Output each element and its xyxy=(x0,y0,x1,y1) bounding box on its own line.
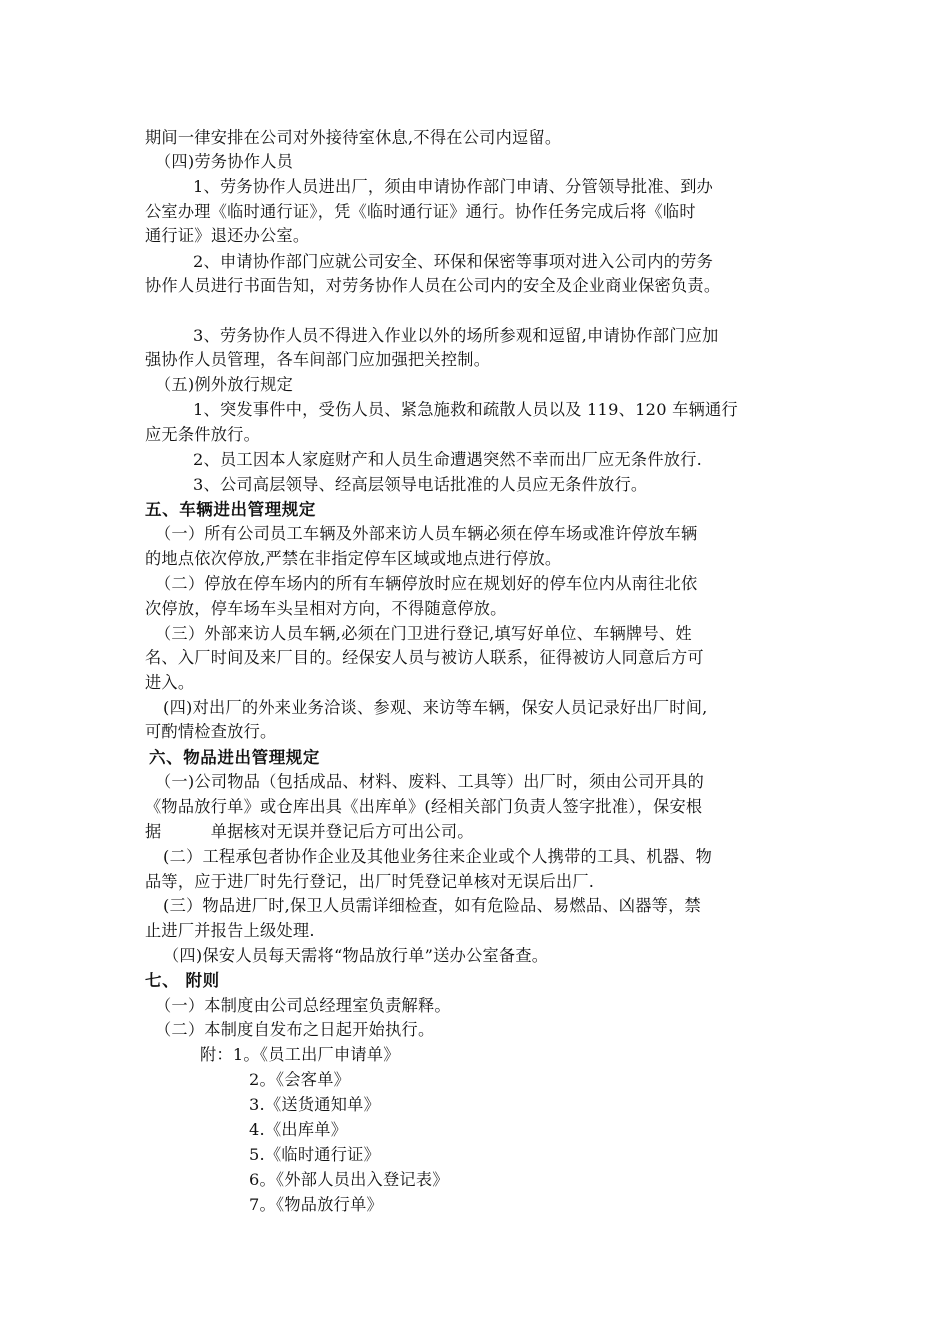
paragraph-line: （四)保安人员每天需将“物品放行单”送办公室备查。 xyxy=(163,946,549,965)
paragraph-line: 3、公司高层领导、经高层领导电话批准的人员应无条件放行。 xyxy=(193,475,648,494)
paragraph-line: (四)对出厂的外来业务洽谈、参观、来访等车辆，保安人员记录好出厂时间, xyxy=(163,698,708,717)
section-heading: 七、 附则 xyxy=(145,971,220,990)
text-line: 期间一律安排在公司对外接待室休息,不得在公司内逗留。 xyxy=(145,128,562,147)
paragraph-line: 1、突发事件中，受伤人员、紧急施救和疏散人员以及 119、120 车辆通行 xyxy=(193,400,738,419)
paragraph-line: 3、劳务协作人员不得进入作业以外的场所参观和逗留,申请协作部门应加 xyxy=(193,326,719,345)
section-heading: 六、物品进出管理规定 xyxy=(149,748,320,767)
text-line: 的地点依次停放,严禁在非指定停车区域或地点进行停放。 xyxy=(145,549,562,568)
appendix-item: 4.《出库单》 xyxy=(249,1120,348,1139)
appendix-item: 3.《送货通知单》 xyxy=(249,1095,381,1114)
appendix-item: 7。《物品放行单》 xyxy=(249,1195,383,1214)
text-line: 公室办理《临时通行证》，凭《临时通行证》通行。协作任务完成后将《临时 xyxy=(145,202,696,221)
paragraph-line: 2、申请协作部门应就公司安全、环保和保密等事项对进入公司内的劳务 xyxy=(193,252,714,271)
text-line: 可酌情检查放行。 xyxy=(145,722,277,741)
paragraph-line: （一)公司物品（包括成品、材料、废料、工具等）出厂时，须由公司开具的 xyxy=(155,772,705,791)
subsection-heading: （五)例外放行规定 xyxy=(155,375,294,394)
appendix-item: 5.《临时通行证》 xyxy=(249,1145,381,1164)
text-line: 强协作人员管理，各车间部门应加强把关控制。 xyxy=(145,350,491,369)
paragraph-line: （一）所有公司员工车辆及外部来访人员车辆必须在停车场或准许停放车辆 xyxy=(155,524,698,543)
subsection-heading: （四)劳务协作人员 xyxy=(155,152,294,171)
paragraph-line: (二）工程承包者协作企业及其他业务往来企业或个人携带的工具、机器、物 xyxy=(163,847,713,866)
text-line: 止进厂并报告上级处理. xyxy=(145,921,315,940)
section-heading: 五、车辆进出管理规定 xyxy=(145,500,316,519)
paragraph-line: 1、劳务协作人员进出厂，须由申请协作部门申请、分管领导批准、到办 xyxy=(193,177,714,196)
appendix-item: 2。《会客单》 xyxy=(249,1070,351,1089)
paragraph-line: （二）本制度自发布之日起开始执行。 xyxy=(155,1020,435,1039)
appendix-item: 附：1。《员工出厂申请单》 xyxy=(200,1045,400,1064)
paragraph-line: (三）物品进厂时,保卫人员需详细检查，如有危险品、易燃品、凶器等，禁 xyxy=(163,896,701,915)
text-line: 进入。 xyxy=(145,673,195,692)
paragraph-line: 2、员工因本人家庭财产和人员生命遭遇突然不幸而出厂应无条件放行. xyxy=(193,450,703,469)
paragraph-line: （一）本制度由公司总经理室负责解释。 xyxy=(155,996,451,1015)
text-line: 据 单据核对无误并登记后方可出公司。 xyxy=(145,822,474,841)
text-line: 应无条件放行。 xyxy=(145,425,261,444)
appendix-item: 6。《外部人员出入登记表》 xyxy=(249,1170,449,1189)
text-line: 次停放，停车场车头呈相对方向，不得随意停放。 xyxy=(145,599,507,618)
paragraph-line: （三）外部来访人员车辆,必须在门卫进行登记,填写好单位、车辆牌号、姓 xyxy=(155,624,692,643)
paragraph-line: （二）停放在停车场内的所有车辆停放时应在规划好的停车位内从南往北依 xyxy=(155,574,698,593)
text-line: 品等，应于进厂时先行登记，出厂时凭登记单核对无误后出厂. xyxy=(145,872,595,891)
text-line: 名、入厂时间及来厂目的。经保安人员与被访人联系，征得被访人同意后方可 xyxy=(145,648,704,667)
text-line: 通行证》退还办公室。 xyxy=(145,226,310,245)
text-line: 协作人员进行书面告知，对劳务协作人员在公司内的安全及企业商业保密负责。 xyxy=(145,276,721,295)
text-line: 《物品放行单》或仓库出具《出库单》(经相关部门负责人签字批准），保安根 xyxy=(145,797,703,816)
